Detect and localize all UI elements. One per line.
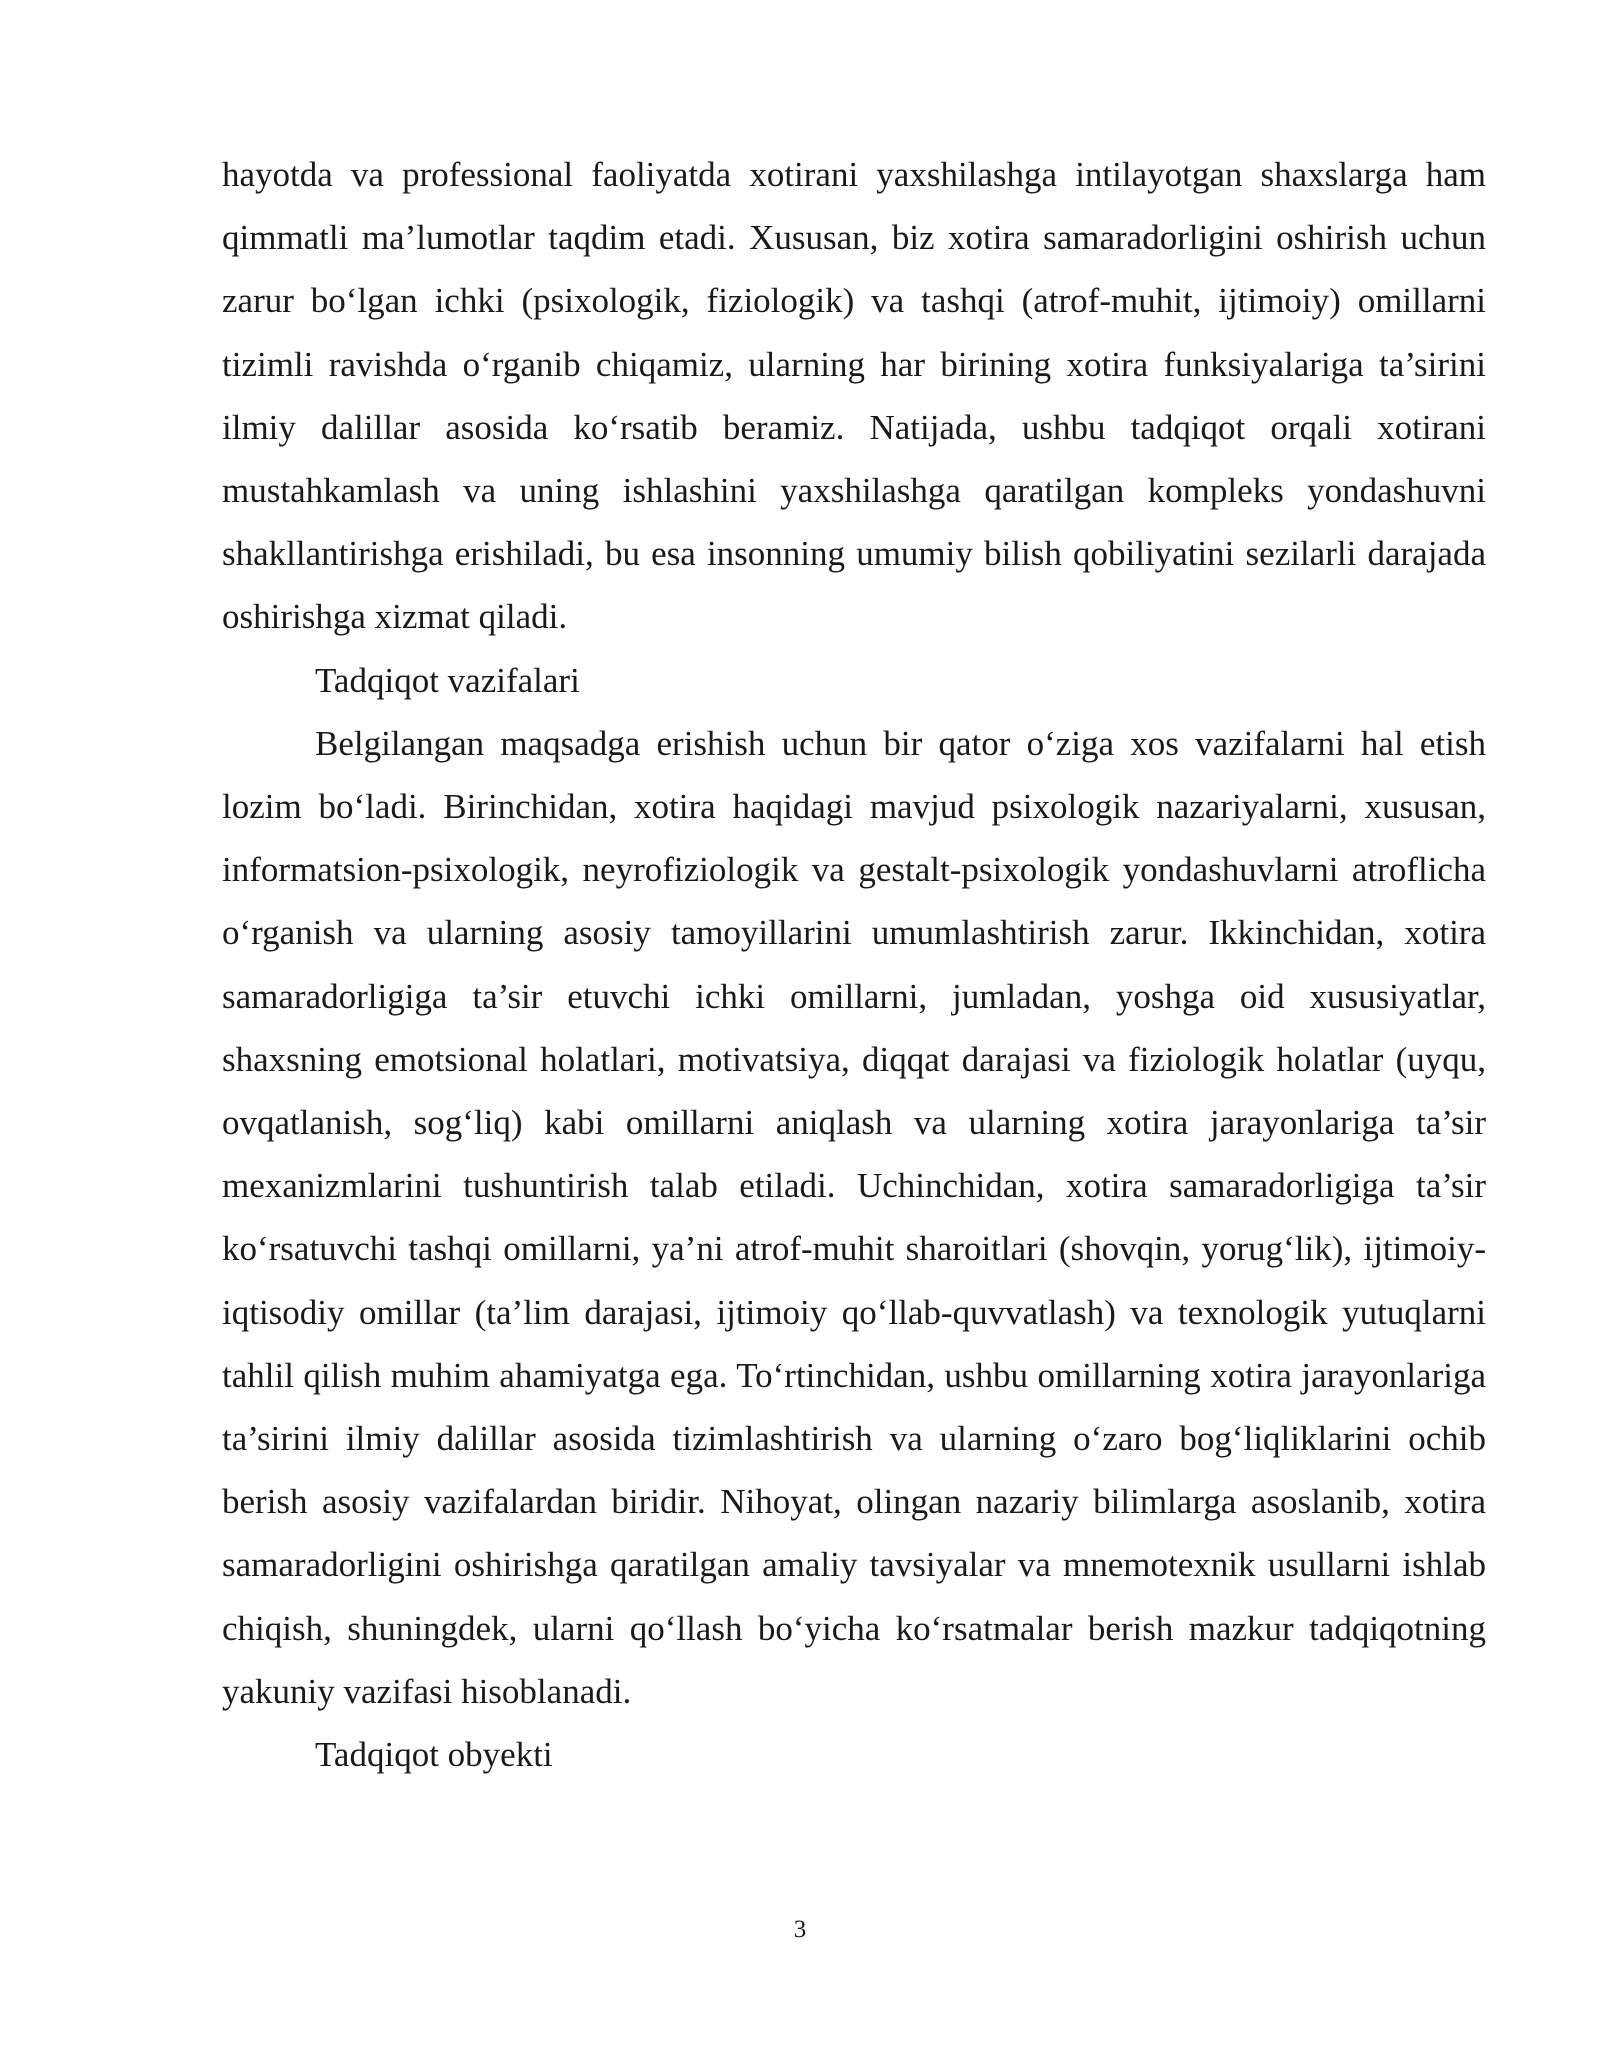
paragraph-research-tasks: Belgilangan maqsadga erishish uchun bir qator o‘ziga xos vazifalarni hal etish lozim bo‘ladi. Birinchidan, xotira haqidagi mavjud psixologik nazariyalarni, xususan, informatsion-psixologik, neyrofiziologik va gestalt-psixologik yondashuvlarni atroflicha o‘rganish va ularning asosiy tamoyillarini umumlashtirish zarur. Ikkinchidan, xotira samaradorligiga ta’sir etuvchi ichki omillarni, jumladan, yoshga oid xususiyatlar, shaxsning emotsional holatlari, motivatsiya, diqqat darajasi va fiziologik holatlar (uyqu, ovqatlanish, sog‘liq) kabi omillarni aniqlash va ularning xotira jarayonlariga ta’sir mexanizmlarini tushuntirish talab etiladi. Uchinchidan, xotira samaradorligiga ta’sir ko‘rsatuvchi tashqi omillarni, ya’ni atrof-muhit sharoitlari (shovqin, yorug‘lik), ijtimoiy-iqtisodiy omillar (ta’lim darajasi, ijtimoiy qo‘llab-quvvatlash) va texnologik yutuqlarni tahlil qilish muhim ahamiyatga ega. To‘rtinchidan, ushbu omillarning xotira jarayonlariga ta’sirini ilmiy dalillar asosida tizimlashtirish va ularning o‘zaro bog‘liqliklarini ochib berish asosiy vazifalardan biridir. Nihoyat, olingan nazariy bilimlarga asoslanib, xotira samaradorligini oshirishga qaratilgan amaliy tavsiyalar va mnemotexnik usullarni ishlab chiqish, shuningdek, ularni qo‘llash bo‘yicha ko‘rsatmalar berish mazkur tadqiqotning yakuniy vazifasi hisoblanadi. [222,723,1486,1711]
page-number: 3 [793,1916,807,1943]
page-body [222,143,1486,1786]
section-heading-research-tasks: Tadqiqot vazifalari [315,660,580,700]
paragraph-continuation: hayotda va professional faoliyatda xotirani yaxshilashga intilayotgan shaxslarga ham qimmatli ma’lumotlar taqdim etadi. Xususan, biz xotira samaradorligini oshirish uchun zarur bo‘lgan ichki (psixologik, fiziologik) va tashqi (atrof-muhit, ijtimoiy) omillarni tizimli ravishda o‘rganib chiqamiz, ularning har birining xotira funksiyalariga ta’sirini ilmiy dalillar asosida ko‘rsatib beramiz. Natijada, ushbu tadqiqot orqali xotirani mustahkamlash va uning ishlashini yaxshilashga qaratilgan kompleks yondashuvni shakllantirishga erishiladi, bu esa insonning umumiy bilish qobiliyatini sezilarli darajada oshirishga xizmat qiladi. [222,155,1486,637]
section-heading-research-object: Tadqiqot obyekti [315,1735,553,1775]
